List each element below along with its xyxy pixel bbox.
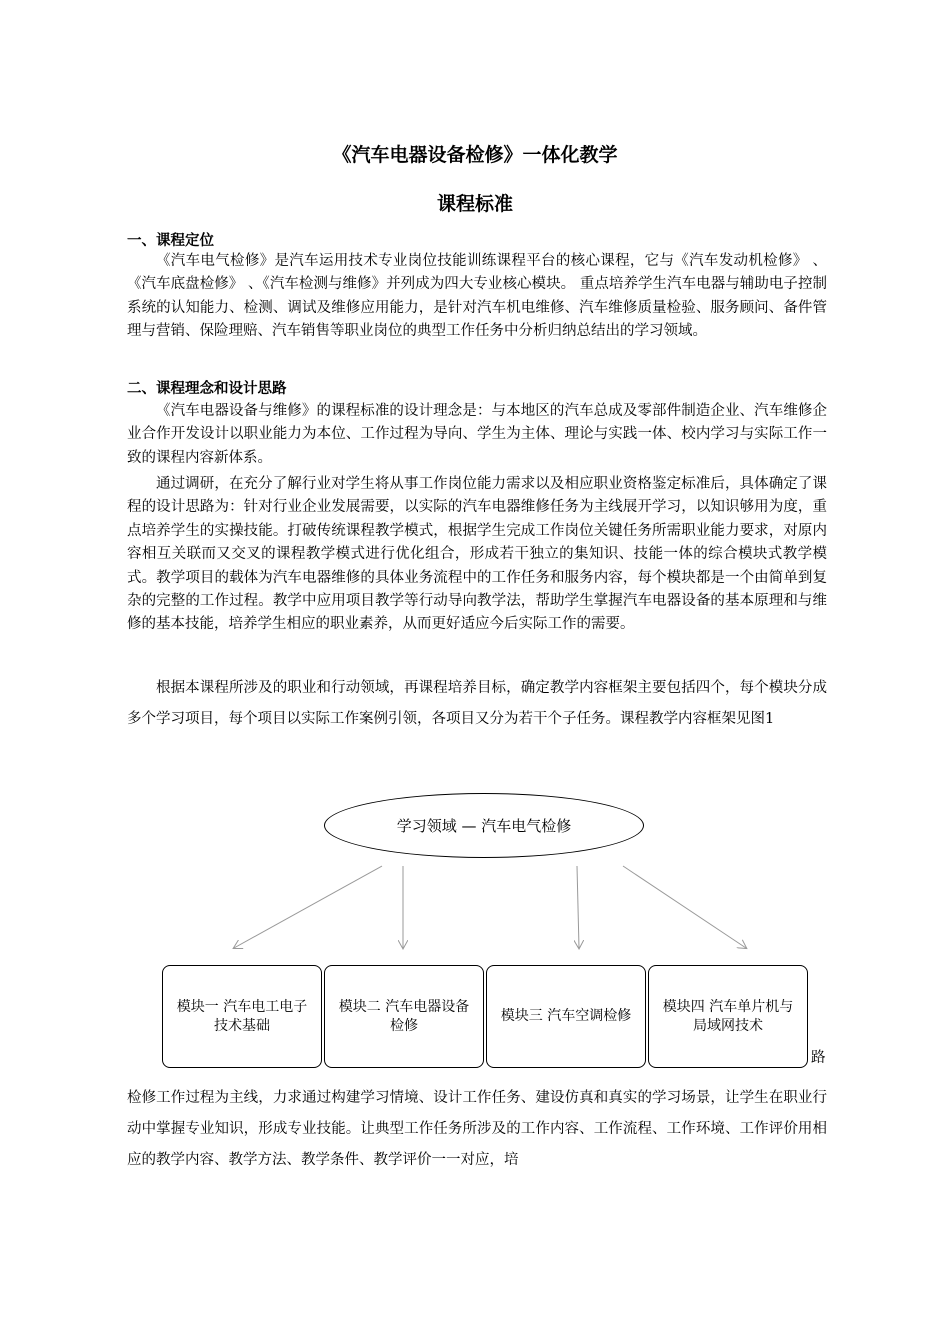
- document-subtitle: 课程标准: [436, 193, 513, 215]
- module-box-3: 模块三 汽车空调检修: [486, 965, 646, 1068]
- arrow-to-module-3: [577, 866, 579, 948]
- document-title: 《汽车电器设备检修》一体化教学: [332, 144, 618, 166]
- section-heading-2: 二、课程理念和设计思路: [127, 381, 287, 397]
- trailing-character: 路: [811, 1050, 826, 1066]
- learning-domain-node: 学习领域 — 汽车电气检修: [324, 793, 644, 858]
- arrow-to-module-1: [234, 866, 382, 948]
- closing-paragraph: 检修工作过程为主线，力求通过构建学习情境、设计工作任务、建设仿真和真实的学习场景，让学生在职业行动中掌握专业知识，形成专业技能。让典型工作任务所涉及的工作内容、工作流程、工作环境、工作评价用相应的教学内容、教学方法、教学条件、教学评价一一对应，培: [127, 1090, 827, 1168]
- module-box-4: 模块四 汽车单片机与局域网技术: [648, 965, 808, 1068]
- course-framework-diagram: [160, 780, 840, 1080]
- module-box-1: 模块一 汽车电工电子技术基础: [162, 965, 322, 1068]
- module-box-2: 模块二 汽车电器设备检修: [324, 965, 484, 1068]
- arrow-to-module-4: [623, 866, 746, 948]
- section-1-paragraph: 《汽车电气检修》是汽车运用技术专业岗位技能训练课程平台的核心课程，它与《汽车发动机检修》 、《汽车底盘检修》 、《汽车检测与维修》并列成为四大专业核心模块。 重点培养学生汽车电器与辅助电子控制系统的认知能力、检测、调试及维修应用能力，是针对汽车机电维修、汽车维修质量检验、服务顾问、备件管理与营销、保险理赔、汽车销售等职业岗位的典型工作任务中分析归纳总结出的学习领域。: [127, 253, 827, 340]
- section-2-paragraph-1: 《汽车电器设备与维修》的课程标准的设计理念是：与本地区的汽车总成及零部件制造企业、汽车维修企业合作开发设计以职业能力为本位、工作过程为导向、学生为主体、理论与实践一体、校内学习与实际工作一致的课程内容新体系。: [127, 403, 827, 466]
- section-2-paragraph-2: 通过调研，在充分了解行业对学生将从事工作岗位能力需求以及相应职业资格鉴定标准后，具体确定了课程的设计思路为：针对行业企业发展需要，以实际的汽车电器维修任务为主线展开学习，以知识够用为度，重点培养学生的实操技能。打破传统课程教学模式，根据学生完成工作岗位关键任务所需职业能力要求，对原内容相互关联而又交叉的课程教学模式进行优化组合，形成若干独立的集知识、技能一体的综合模块式教学模式。教学项目的载体为汽车电器维修的具体业务流程中的工作任务和服务内容，每个模块都是一个由简单到复杂的完整的工作过程。教学中应用项目教学等行动导向教学法，帮助学生掌握汽车电器设备的基本原理和与维修的基本技能，培养学生相应的职业素养，从而更好适应今后实际工作的需要。: [127, 476, 827, 633]
- section-heading-1: 一、课程定位: [127, 233, 214, 249]
- section-2-paragraph-3: 根据本课程所涉及的职业和行动领域，再课程培养目标，确定教学内容框架主要包括四个，每个模块分成多个学习项目，每个项目以实际工作案例引领，各项目又分为若干个子任务。课程教学内容框架见图1: [127, 680, 827, 727]
